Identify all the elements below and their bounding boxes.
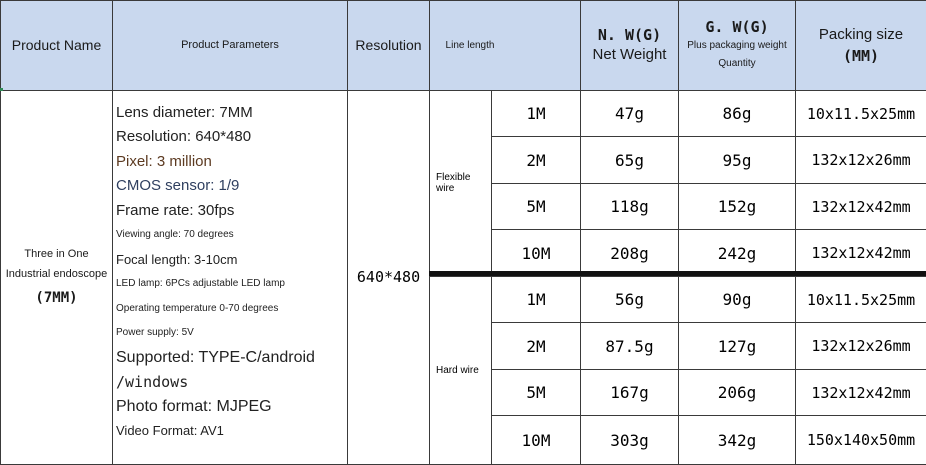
param-lens-diameter: Lens diameter: 7MM [116, 103, 253, 121]
gross-weight: 90g [679, 276, 796, 323]
parameters-cell [113, 90, 348, 464]
net-weight: 208g [581, 230, 679, 277]
header-product-parameters-label: Product Parameters [181, 39, 279, 52]
net-weight: 56g [581, 276, 679, 323]
param-operating-temperature: Operating temperature 0-70 degrees [116, 302, 279, 314]
header-nw-code: N. W(G) [597, 26, 662, 45]
cell-marker [0, 88, 3, 91]
group-divider [429, 271, 926, 276]
line-length: 5M [492, 369, 581, 416]
header-net-weight [581, 1, 679, 91]
header-gross-weight [679, 1, 796, 91]
line-length: 5M [492, 183, 581, 230]
gross-weight: 242g [679, 230, 796, 277]
param-supported-cont: /windows [116, 373, 189, 392]
gross-weight: 342g [679, 416, 796, 465]
header-product-name-label: Product Name [11, 37, 102, 54]
packing-size: 132x12x42mm [796, 369, 926, 416]
product-model: (7MM) [35, 290, 78, 307]
product-line2: Industrial endoscope [5, 268, 108, 281]
param-pixel: Pixel: 3 million [116, 152, 212, 170]
wire-type-hard [430, 276, 492, 464]
resolution-cell [348, 90, 430, 464]
line-length: 1M [492, 276, 581, 323]
packing-size: 10x11.5x25mm [796, 276, 926, 323]
param-focal-length: Focal length: 3-10cm [116, 251, 238, 267]
line-length: 2M [492, 137, 581, 184]
line-length: 2M [492, 323, 581, 370]
net-weight: 167g [581, 369, 679, 416]
packing-size: 132x12x42mm [796, 230, 926, 277]
param-power-supply: Power supply: 5V [116, 327, 194, 339]
packing-size: 10x11.5x25mm [796, 90, 926, 137]
packing-size: 132x12x26mm [796, 137, 926, 184]
header-packing-size-label: Packing size [818, 26, 904, 44]
net-weight: 47g [581, 90, 679, 137]
header-nw-label: Net Weight [592, 46, 667, 64]
header-gw-code: G. W(G) [705, 18, 769, 37]
param-frame-rate: Frame rate: 30fps [116, 201, 235, 219]
net-weight: 118g [581, 183, 679, 230]
gross-weight: 206g [679, 369, 796, 416]
header-line-length [430, 1, 581, 91]
header-gw-plus: Plus packaging weight [687, 40, 787, 52]
param-resolution: Resolution: 640*480 [116, 128, 252, 146]
product-line1: Three in One [24, 248, 89, 261]
packing-size: 132x12x42mm [796, 183, 926, 230]
gross-weight: 152g [679, 183, 796, 230]
param-video-format: Video Format: AV1 [116, 423, 224, 439]
packing-size: 150x140x50mm [796, 416, 926, 465]
param-led-lamp: LED lamp: 6PCs adjustable LED lamp [116, 278, 285, 290]
header-resolution [348, 1, 430, 91]
table-row [1, 90, 926, 137]
header-row [1, 1, 926, 91]
header-product-parameters [113, 1, 348, 91]
header-product-name [1, 1, 113, 91]
param-photo-format: Photo format: MJPEG [116, 397, 272, 415]
param-cmos-sensor: CMOS sensor: 1/9 [116, 177, 240, 195]
param-supported: Supported: TYPE-C/android [116, 348, 315, 366]
header-packing-size [796, 1, 926, 91]
wire-type-hard-label: Hard wire [436, 364, 479, 376]
line-length: 10M [492, 230, 581, 277]
net-weight: 65g [581, 137, 679, 184]
gross-weight: 86g [679, 90, 796, 137]
resolution-value: 640*480 [356, 268, 421, 287]
header-line-length-label: Line length [445, 39, 495, 51]
header-packing-unit: (MM) [842, 47, 880, 66]
line-length: 10M [492, 416, 581, 465]
packing-size: 132x12x26mm [796, 323, 926, 370]
product-name-cell [1, 90, 113, 464]
net-weight: 87.5g [581, 323, 679, 370]
param-viewing-angle: Viewing angle: 70 degrees [116, 229, 234, 241]
net-weight: 303g [581, 416, 679, 465]
header-gw-quantity: Quantity [718, 58, 756, 70]
line-length: 1M [492, 90, 581, 137]
gross-weight: 127g [679, 323, 796, 370]
header-resolution-label: Resolution [355, 37, 422, 54]
wire-type-flexible [430, 90, 492, 276]
gross-weight: 95g [679, 137, 796, 184]
wire-type-flexible-label: Flexible wire [436, 172, 471, 195]
